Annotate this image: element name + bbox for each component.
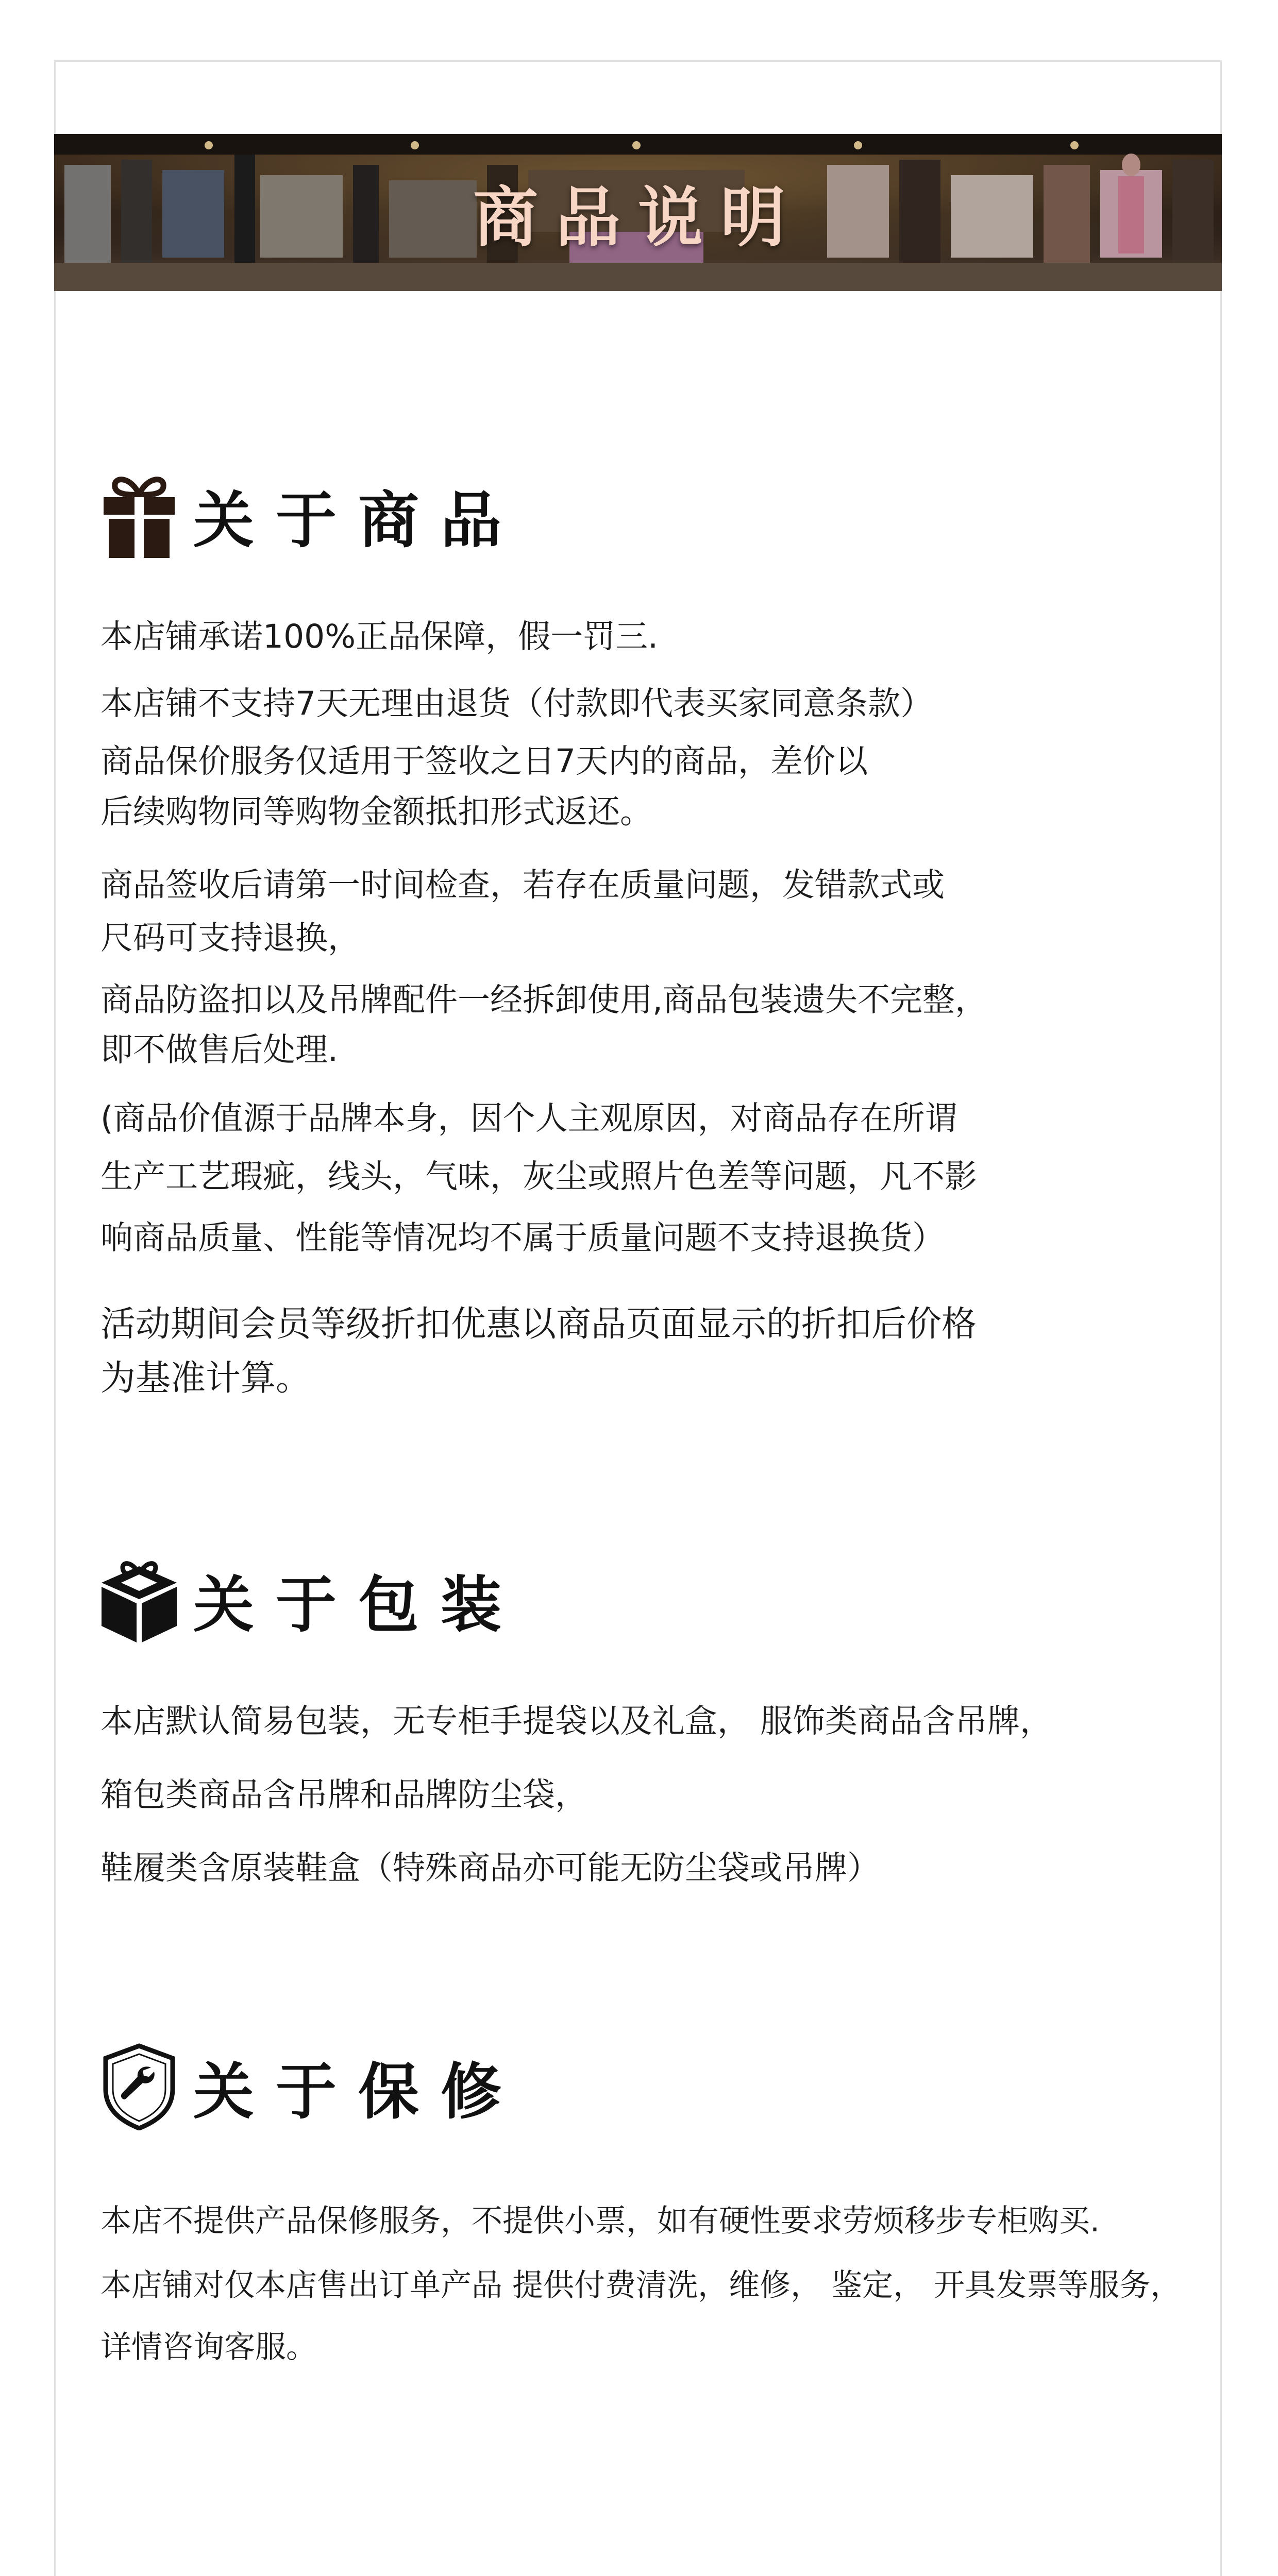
section-header-product	[100, 471, 523, 559]
text-line: 尺码可支持退换，	[100, 919, 360, 957]
text-line: 本店铺不支持7天无理由退货（付款即代表买家同意条款）	[100, 685, 933, 722]
text-line: 本店默认简易包装，无专柜手提袋以及礼盒， 服饰类商品含吊牌，	[100, 1702, 1053, 1740]
section-title: 关于商品	[193, 485, 524, 556]
package-box-icon	[100, 1556, 178, 1643]
text-line: 本店不提供产品保修服务，不提供小票，如有硬性要求劳烦移步专柜购买.	[100, 2203, 1100, 2239]
gift-icon	[100, 471, 178, 559]
text-line: 生产工艺瑕疵，线头，气味，灰尘或照片色差等问题，凡不影	[100, 1158, 977, 1195]
text-line: 响商品质量、性能等情况均不属于质量问题不支持退换货）	[100, 1219, 945, 1257]
text-line: 活动期间会员等级折扣优惠以商品页面显示的折扣后价格	[100, 1304, 977, 1345]
section-header-packaging	[100, 1556, 523, 1643]
text-line: 商品防盗扣以及吊牌配件一经拆卸使用,商品包装遗失不完整，	[100, 981, 988, 1019]
text-line: 后续购物同等购物金额抵扣形式返还。	[100, 793, 652, 831]
text-line: 详情咨询客服。	[100, 2329, 317, 2365]
text-line: 为基准计算。	[100, 1358, 311, 1399]
text-line: 本店铺对仅本店售出订单产品 提供付费清洗，维修， 鉴定， 开具发票等服务，	[100, 2267, 1182, 2303]
text-line: 商品保价服务仅适用于签收之日7天内的商品，差价以	[100, 742, 868, 780]
shield-wrench-icon	[100, 2043, 178, 2130]
store-banner	[54, 134, 1222, 291]
section-title: 关于保修	[193, 2056, 524, 2127]
banner-title: 商品说明	[473, 180, 803, 256]
text-line: 本店铺承诺100%正品保障，假一罚三.	[100, 618, 659, 655]
text-line: 鞋履类含原装鞋盒（特殊商品亦可能无防尘袋或吊牌）	[100, 1849, 880, 1887]
text-line: (商品价值源于品牌本身，因个人主观原因，对商品存在所谓	[100, 1099, 957, 1137]
text-line: 即不做售后处理.	[100, 1031, 339, 1069]
section-title: 关于包装	[193, 1569, 524, 1640]
section-header-warranty	[100, 2043, 523, 2130]
text-line: 商品签收后请第一时间检查，若存在质量问题，发错款式或	[100, 866, 945, 904]
text-line: 箱包类商品含吊牌和品牌防尘袋，	[100, 1776, 587, 1814]
